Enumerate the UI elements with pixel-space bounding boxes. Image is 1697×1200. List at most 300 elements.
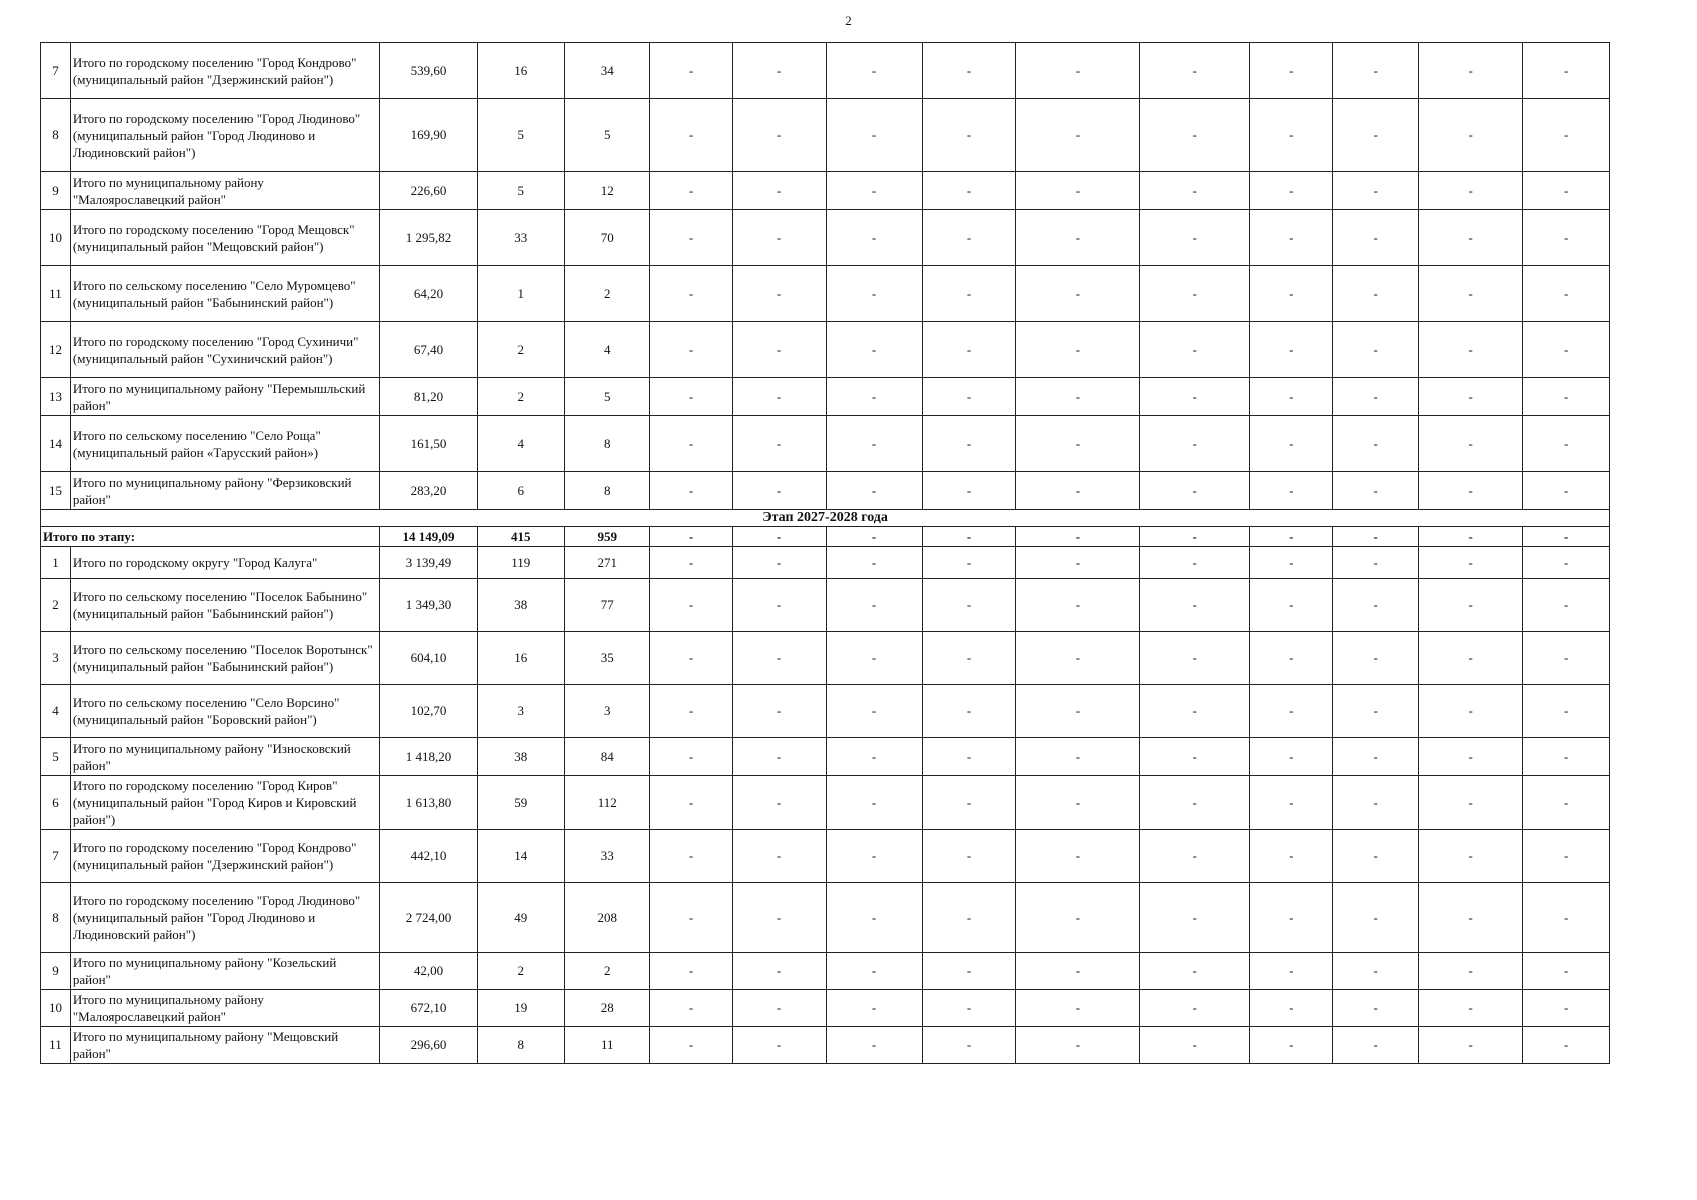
empty-value-dash: - bbox=[922, 776, 1016, 830]
value-buildings: 16 bbox=[477, 632, 565, 685]
empty-value-dash: - bbox=[1250, 172, 1333, 210]
empty-value-dash: - bbox=[1140, 883, 1250, 953]
empty-value-dash: - bbox=[826, 685, 922, 738]
empty-value-dash: - bbox=[1333, 416, 1418, 472]
empty-value-dash: - bbox=[650, 416, 732, 472]
empty-value-dash: - bbox=[650, 322, 732, 378]
empty-value-dash: - bbox=[1016, 416, 1140, 472]
empty-value-dash: - bbox=[732, 378, 826, 416]
empty-value-dash: - bbox=[650, 776, 732, 830]
row-name: Итого по муниципальному району "Малоярославецкий район" bbox=[70, 172, 380, 210]
row-number: 15 bbox=[41, 472, 71, 510]
row-number: 8 bbox=[41, 883, 71, 953]
empty-value-dash: - bbox=[826, 172, 922, 210]
empty-value-dash: - bbox=[650, 99, 732, 172]
table-row bbox=[41, 685, 1610, 738]
row-name: Итого по сельскому поселению "Село Ворсино" (муниципальный район "Боровский район") bbox=[70, 685, 380, 738]
empty-value-dash: - bbox=[1523, 527, 1610, 547]
empty-value-dash: - bbox=[732, 322, 826, 378]
empty-value-dash: - bbox=[1523, 830, 1610, 883]
empty-value-dash: - bbox=[1418, 579, 1523, 632]
empty-value-dash: - bbox=[826, 1027, 922, 1064]
empty-value-dash: - bbox=[1333, 547, 1418, 579]
stage-header-row bbox=[41, 510, 1610, 527]
empty-value-dash: - bbox=[1333, 776, 1418, 830]
value-area: 1 418,20 bbox=[380, 738, 477, 776]
empty-value-dash: - bbox=[1418, 416, 1523, 472]
row-name: Итого по городскому поселению "Город Людиново" (муниципальный район "Город Людиново и Людиновский район") bbox=[70, 883, 380, 953]
row-number: 7 bbox=[41, 43, 71, 99]
empty-value-dash: - bbox=[1016, 632, 1140, 685]
value-area: 604,10 bbox=[380, 632, 477, 685]
value-residents: 34 bbox=[565, 43, 650, 99]
empty-value-dash: - bbox=[732, 632, 826, 685]
empty-value-dash: - bbox=[922, 547, 1016, 579]
value-residents: 28 bbox=[565, 990, 650, 1027]
empty-value-dash: - bbox=[732, 953, 826, 990]
empty-value-dash: - bbox=[1140, 527, 1250, 547]
row-name: Итого по сельскому поселению "Поселок Воротынск" (муниципальный район "Бабынинский район") bbox=[70, 632, 380, 685]
empty-value-dash: - bbox=[1418, 43, 1523, 99]
empty-value-dash: - bbox=[1333, 685, 1418, 738]
empty-value-dash: - bbox=[1140, 547, 1250, 579]
empty-value-dash: - bbox=[1250, 472, 1333, 510]
empty-value-dash: - bbox=[732, 685, 826, 738]
empty-value-dash: - bbox=[650, 990, 732, 1027]
empty-value-dash: - bbox=[922, 416, 1016, 472]
row-number: 9 bbox=[41, 953, 71, 990]
empty-value-dash: - bbox=[1140, 322, 1250, 378]
table-row bbox=[41, 738, 1610, 776]
empty-value-dash: - bbox=[1140, 266, 1250, 322]
program-table bbox=[40, 42, 1610, 1064]
value-buildings: 59 bbox=[477, 776, 565, 830]
empty-value-dash: - bbox=[922, 1027, 1016, 1064]
value-area: 442,10 bbox=[380, 830, 477, 883]
value-buildings: 119 bbox=[477, 547, 565, 579]
value-area: 3 139,49 bbox=[380, 547, 477, 579]
empty-value-dash: - bbox=[1140, 210, 1250, 266]
row-number: 9 bbox=[41, 172, 71, 210]
empty-value-dash: - bbox=[650, 953, 732, 990]
empty-value-dash: - bbox=[1418, 776, 1523, 830]
empty-value-dash: - bbox=[1250, 266, 1333, 322]
table-row bbox=[41, 953, 1610, 990]
value-buildings: 4 bbox=[477, 416, 565, 472]
empty-value-dash: - bbox=[922, 990, 1016, 1027]
empty-value-dash: - bbox=[1016, 472, 1140, 510]
empty-value-dash: - bbox=[922, 632, 1016, 685]
empty-value-dash: - bbox=[1333, 172, 1418, 210]
row-name: Итого по городскому поселению "Город Киров" (муниципальный район "Город Киров и Кировский район") bbox=[70, 776, 380, 830]
row-number: 3 bbox=[41, 632, 71, 685]
empty-value-dash: - bbox=[1333, 322, 1418, 378]
row-name: Итого по муниципальному району "Ферзиковский район" bbox=[70, 472, 380, 510]
empty-value-dash: - bbox=[650, 1027, 732, 1064]
empty-value-dash: - bbox=[1016, 43, 1140, 99]
value-residents: 3 bbox=[565, 685, 650, 738]
empty-value-dash: - bbox=[1418, 953, 1523, 990]
value-area: 539,60 bbox=[380, 43, 477, 99]
empty-value-dash: - bbox=[826, 883, 922, 953]
value-residents: 112 bbox=[565, 776, 650, 830]
value-residents: 33 bbox=[565, 830, 650, 883]
value-buildings: 8 bbox=[477, 1027, 565, 1064]
empty-value-dash: - bbox=[1140, 472, 1250, 510]
empty-value-dash: - bbox=[922, 579, 1016, 632]
value-residents: 2 bbox=[565, 953, 650, 990]
value-buildings: 14 bbox=[477, 830, 565, 883]
empty-value-dash: - bbox=[826, 527, 922, 547]
empty-value-dash: - bbox=[922, 210, 1016, 266]
stage-total-row bbox=[41, 527, 1610, 547]
empty-value-dash: - bbox=[1333, 579, 1418, 632]
stage-total-label: Итого по этапу: bbox=[41, 527, 380, 547]
empty-value-dash: - bbox=[826, 322, 922, 378]
empty-value-dash: - bbox=[826, 472, 922, 510]
empty-value-dash: - bbox=[1523, 1027, 1610, 1064]
row-name: Итого по городскому поселению "Город Людиново" (муниципальный район "Город Людиново и Людиновский район") bbox=[70, 99, 380, 172]
empty-value-dash: - bbox=[1333, 43, 1418, 99]
empty-value-dash: - bbox=[1250, 990, 1333, 1027]
empty-value-dash: - bbox=[1016, 883, 1140, 953]
empty-value-dash: - bbox=[1523, 632, 1610, 685]
value-buildings: 19 bbox=[477, 990, 565, 1027]
empty-value-dash: - bbox=[1418, 378, 1523, 416]
empty-value-dash: - bbox=[1140, 738, 1250, 776]
page-number: 2 bbox=[845, 13, 852, 28]
empty-value-dash: - bbox=[732, 416, 826, 472]
empty-value-dash: - bbox=[1016, 378, 1140, 416]
table-row bbox=[41, 99, 1610, 172]
table-row bbox=[41, 579, 1610, 632]
empty-value-dash: - bbox=[1523, 43, 1610, 99]
empty-value-dash: - bbox=[1016, 738, 1140, 776]
value-residents: 84 bbox=[565, 738, 650, 776]
empty-value-dash: - bbox=[1250, 547, 1333, 579]
empty-value-dash: - bbox=[1250, 527, 1333, 547]
row-number: 10 bbox=[41, 990, 71, 1027]
empty-value-dash: - bbox=[1250, 738, 1333, 776]
empty-value-dash: - bbox=[1140, 830, 1250, 883]
value-area: 169,90 bbox=[380, 99, 477, 172]
empty-value-dash: - bbox=[1016, 830, 1140, 883]
table-row bbox=[41, 883, 1610, 953]
empty-value-dash: - bbox=[1418, 172, 1523, 210]
empty-value-dash: - bbox=[1333, 378, 1418, 416]
value-buildings: 2 bbox=[477, 378, 565, 416]
empty-value-dash: - bbox=[1523, 99, 1610, 172]
empty-value-dash: - bbox=[922, 830, 1016, 883]
empty-value-dash: - bbox=[1250, 210, 1333, 266]
empty-value-dash: - bbox=[1333, 632, 1418, 685]
empty-value-dash: - bbox=[1016, 776, 1140, 830]
empty-value-dash: - bbox=[1418, 830, 1523, 883]
empty-value-dash: - bbox=[826, 210, 922, 266]
empty-value-dash: - bbox=[1333, 953, 1418, 990]
empty-value-dash: - bbox=[1140, 776, 1250, 830]
empty-value-dash: - bbox=[1140, 416, 1250, 472]
empty-value-dash: - bbox=[650, 472, 732, 510]
empty-value-dash: - bbox=[1418, 547, 1523, 579]
row-name: Итого по сельскому поселению "Село Роща" (муниципальный район «Тарусский район») bbox=[70, 416, 380, 472]
empty-value-dash: - bbox=[922, 883, 1016, 953]
value-residents: 2 bbox=[565, 266, 650, 322]
row-name: Итого по городскому поселению "Город Кондрово" (муниципальный район "Дзержинский район") bbox=[70, 830, 380, 883]
value-residents: 8 bbox=[565, 472, 650, 510]
value-residents: 271 bbox=[565, 547, 650, 579]
empty-value-dash: - bbox=[826, 378, 922, 416]
row-name: Итого по муниципальному району "Малоярославецкий район" bbox=[70, 990, 380, 1027]
value-residents: 77 bbox=[565, 579, 650, 632]
row-name: Итого по муниципальному району "Мещовский район" bbox=[70, 1027, 380, 1064]
value-buildings: 2 bbox=[477, 322, 565, 378]
empty-value-dash: - bbox=[1523, 322, 1610, 378]
empty-value-dash: - bbox=[826, 738, 922, 776]
value-buildings: 33 bbox=[477, 210, 565, 266]
row-number: 8 bbox=[41, 99, 71, 172]
empty-value-dash: - bbox=[1418, 632, 1523, 685]
empty-value-dash: - bbox=[1523, 776, 1610, 830]
empty-value-dash: - bbox=[1016, 99, 1140, 172]
empty-value-dash: - bbox=[922, 738, 1016, 776]
empty-value-dash: - bbox=[826, 776, 922, 830]
row-name: Итого по городскому поселению "Город Сухиничи" (муниципальный район "Сухиничский район") bbox=[70, 322, 380, 378]
row-number: 11 bbox=[41, 266, 71, 322]
row-name: Итого по сельскому поселению "Село Муромцево" (муниципальный район "Бабынинский район") bbox=[70, 266, 380, 322]
row-number: 5 bbox=[41, 738, 71, 776]
empty-value-dash: - bbox=[922, 99, 1016, 172]
row-number: 11 bbox=[41, 1027, 71, 1064]
row-number: 10 bbox=[41, 210, 71, 266]
value-buildings: 1 bbox=[477, 266, 565, 322]
empty-value-dash: - bbox=[650, 738, 732, 776]
empty-value-dash: - bbox=[1250, 883, 1333, 953]
empty-value-dash: - bbox=[1250, 1027, 1333, 1064]
empty-value-dash: - bbox=[826, 416, 922, 472]
empty-value-dash: - bbox=[1418, 527, 1523, 547]
empty-value-dash: - bbox=[1523, 472, 1610, 510]
empty-value-dash: - bbox=[1140, 632, 1250, 685]
value-buildings: 16 bbox=[477, 43, 565, 99]
empty-value-dash: - bbox=[650, 830, 732, 883]
empty-value-dash: - bbox=[732, 830, 826, 883]
value-buildings: 6 bbox=[477, 472, 565, 510]
empty-value-dash: - bbox=[650, 43, 732, 99]
value-area: 1 349,30 bbox=[380, 579, 477, 632]
empty-value-dash: - bbox=[826, 43, 922, 99]
empty-value-dash: - bbox=[1250, 776, 1333, 830]
empty-value-dash: - bbox=[1140, 43, 1250, 99]
empty-value-dash: - bbox=[1016, 266, 1140, 322]
empty-value-dash: - bbox=[1140, 990, 1250, 1027]
value-residents: 35 bbox=[565, 632, 650, 685]
empty-value-dash: - bbox=[1140, 1027, 1250, 1064]
value-residents: 70 bbox=[565, 210, 650, 266]
value-area: 102,70 bbox=[380, 685, 477, 738]
value-area: 672,10 bbox=[380, 990, 477, 1027]
empty-value-dash: - bbox=[1016, 547, 1140, 579]
row-name: Итого по сельскому поселению "Поселок Бабынино" (муниципальный район "Бабынинский район") bbox=[70, 579, 380, 632]
empty-value-dash: - bbox=[1250, 43, 1333, 99]
row-number: 4 bbox=[41, 685, 71, 738]
empty-value-dash: - bbox=[1523, 210, 1610, 266]
table-row bbox=[41, 547, 1610, 579]
value-residents: 8 bbox=[565, 416, 650, 472]
empty-value-dash: - bbox=[1418, 1027, 1523, 1064]
value-buildings: 38 bbox=[477, 579, 565, 632]
empty-value-dash: - bbox=[1523, 172, 1610, 210]
empty-value-dash: - bbox=[732, 579, 826, 632]
empty-value-dash: - bbox=[650, 210, 732, 266]
empty-value-dash: - bbox=[1523, 378, 1610, 416]
table-row bbox=[41, 830, 1610, 883]
empty-value-dash: - bbox=[1523, 416, 1610, 472]
stage-total-buildings: 415 bbox=[477, 527, 565, 547]
empty-value-dash: - bbox=[1418, 210, 1523, 266]
empty-value-dash: - bbox=[1016, 210, 1140, 266]
value-area: 64,20 bbox=[380, 266, 477, 322]
empty-value-dash: - bbox=[1523, 738, 1610, 776]
empty-value-dash: - bbox=[1140, 99, 1250, 172]
empty-value-dash: - bbox=[732, 527, 826, 547]
value-buildings: 38 bbox=[477, 738, 565, 776]
empty-value-dash: - bbox=[1523, 547, 1610, 579]
empty-value-dash: - bbox=[922, 266, 1016, 322]
table-row bbox=[41, 776, 1610, 830]
empty-value-dash: - bbox=[1333, 738, 1418, 776]
row-number: 12 bbox=[41, 322, 71, 378]
empty-value-dash: - bbox=[922, 527, 1016, 547]
empty-value-dash: - bbox=[1418, 99, 1523, 172]
empty-value-dash: - bbox=[1418, 883, 1523, 953]
empty-value-dash: - bbox=[1523, 883, 1610, 953]
empty-value-dash: - bbox=[1418, 990, 1523, 1027]
empty-value-dash: - bbox=[1016, 953, 1140, 990]
empty-value-dash: - bbox=[922, 472, 1016, 510]
row-name: Итого по городскому поселению "Город Кондрово" (муниципальный район "Дзержинский район") bbox=[70, 43, 380, 99]
empty-value-dash: - bbox=[1333, 990, 1418, 1027]
empty-value-dash: - bbox=[1016, 322, 1140, 378]
empty-value-dash: - bbox=[1250, 378, 1333, 416]
value-residents: 208 bbox=[565, 883, 650, 953]
empty-value-dash: - bbox=[650, 883, 732, 953]
empty-value-dash: - bbox=[922, 172, 1016, 210]
value-residents: 4 bbox=[565, 322, 650, 378]
empty-value-dash: - bbox=[1418, 322, 1523, 378]
row-number: 2 bbox=[41, 579, 71, 632]
empty-value-dash: - bbox=[1016, 1027, 1140, 1064]
empty-value-dash: - bbox=[1523, 579, 1610, 632]
value-area: 81,20 bbox=[380, 378, 477, 416]
empty-value-dash: - bbox=[826, 953, 922, 990]
empty-value-dash: - bbox=[826, 547, 922, 579]
stage-title: Этап 2027-2028 года bbox=[41, 510, 1610, 527]
table-row bbox=[41, 322, 1610, 378]
empty-value-dash: - bbox=[1418, 738, 1523, 776]
value-residents: 12 bbox=[565, 172, 650, 210]
empty-value-dash: - bbox=[1140, 378, 1250, 416]
table-row bbox=[41, 416, 1610, 472]
empty-value-dash: - bbox=[1250, 685, 1333, 738]
empty-value-dash: - bbox=[1523, 685, 1610, 738]
value-residents: 5 bbox=[565, 378, 650, 416]
row-name: Итого по муниципальному району "Козельский район" bbox=[70, 953, 380, 990]
empty-value-dash: - bbox=[650, 378, 732, 416]
value-buildings: 5 bbox=[477, 99, 565, 172]
empty-value-dash: - bbox=[1140, 685, 1250, 738]
empty-value-dash: - bbox=[1418, 266, 1523, 322]
empty-value-dash: - bbox=[1016, 579, 1140, 632]
table-row bbox=[41, 378, 1610, 416]
row-name: Итого по городскому округу "Город Калуга" bbox=[70, 547, 380, 579]
empty-value-dash: - bbox=[1333, 99, 1418, 172]
value-area: 161,50 bbox=[380, 416, 477, 472]
row-name: Итого по городскому поселению "Город Мещовск" (муниципальный район "Мещовский район") bbox=[70, 210, 380, 266]
empty-value-dash: - bbox=[1333, 883, 1418, 953]
empty-value-dash: - bbox=[1140, 172, 1250, 210]
table-row bbox=[41, 990, 1610, 1027]
empty-value-dash: - bbox=[732, 776, 826, 830]
empty-value-dash: - bbox=[650, 547, 732, 579]
empty-value-dash: - bbox=[1250, 416, 1333, 472]
empty-value-dash: - bbox=[732, 883, 826, 953]
empty-value-dash: - bbox=[732, 266, 826, 322]
empty-value-dash: - bbox=[650, 266, 732, 322]
table-row bbox=[41, 1027, 1610, 1064]
empty-value-dash: - bbox=[922, 378, 1016, 416]
empty-value-dash: - bbox=[922, 953, 1016, 990]
empty-value-dash: - bbox=[650, 632, 732, 685]
empty-value-dash: - bbox=[650, 527, 732, 547]
value-area: 296,60 bbox=[380, 1027, 477, 1064]
stage-total-area: 14 149,09 bbox=[380, 527, 477, 547]
row-number: 14 bbox=[41, 416, 71, 472]
empty-value-dash: - bbox=[826, 830, 922, 883]
empty-value-dash: - bbox=[1333, 266, 1418, 322]
value-buildings: 2 bbox=[477, 953, 565, 990]
row-number: 13 bbox=[41, 378, 71, 416]
value-buildings: 3 bbox=[477, 685, 565, 738]
empty-value-dash: - bbox=[1333, 210, 1418, 266]
empty-value-dash: - bbox=[1016, 685, 1140, 738]
value-area: 42,00 bbox=[380, 953, 477, 990]
table-row bbox=[41, 632, 1610, 685]
empty-value-dash: - bbox=[732, 210, 826, 266]
table-row bbox=[41, 43, 1610, 99]
empty-value-dash: - bbox=[1333, 830, 1418, 883]
empty-value-dash: - bbox=[922, 43, 1016, 99]
empty-value-dash: - bbox=[826, 99, 922, 172]
value-buildings: 5 bbox=[477, 172, 565, 210]
empty-value-dash: - bbox=[650, 685, 732, 738]
empty-value-dash: - bbox=[1016, 172, 1140, 210]
row-name: Итого по муниципальному району "Износковский район" bbox=[70, 738, 380, 776]
table-row bbox=[41, 472, 1610, 510]
row-number: 6 bbox=[41, 776, 71, 830]
empty-value-dash: - bbox=[732, 990, 826, 1027]
empty-value-dash: - bbox=[1523, 990, 1610, 1027]
empty-value-dash: - bbox=[1016, 527, 1140, 547]
row-number: 7 bbox=[41, 830, 71, 883]
empty-value-dash: - bbox=[922, 322, 1016, 378]
empty-value-dash: - bbox=[1140, 953, 1250, 990]
empty-value-dash: - bbox=[1250, 99, 1333, 172]
empty-value-dash: - bbox=[1333, 1027, 1418, 1064]
empty-value-dash: - bbox=[1250, 953, 1333, 990]
empty-value-dash: - bbox=[732, 43, 826, 99]
table-row bbox=[41, 266, 1610, 322]
